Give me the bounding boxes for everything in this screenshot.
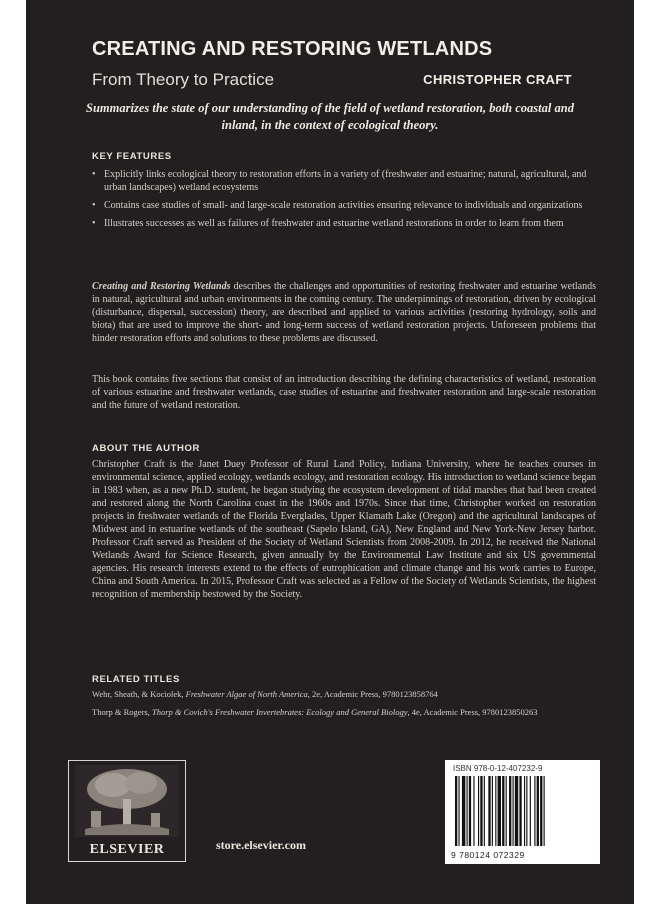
key-features-list xyxy=(92,168,600,235)
barcode-digits: 9 780124 072329 xyxy=(451,850,525,860)
barcode-bar xyxy=(495,776,496,846)
related-book-title: Freshwater Algae of North America xyxy=(185,689,308,699)
barcode-bar xyxy=(530,776,531,846)
barcode-bar xyxy=(540,776,542,846)
barcode-bar xyxy=(469,776,471,846)
barcode-bar xyxy=(473,776,474,846)
barcode-bar xyxy=(492,776,493,846)
elsevier-logo xyxy=(68,760,186,862)
barcode-bar xyxy=(544,776,545,846)
description-text: describes the challenges and opportunities of restoring freshwater and estuarine wetlands in natural, agricultural and urban environments in the coming century. The underpinnings of restoration, driven by ecological (disturbance, dispersal, succession) theory, are described and applied to various activities (restoring hydrology, soils and biota) that are used to improve the short- and long-term success of wetland restoration projects. Unforeseen problems that hinder restoration efforts and solutions to these problems are discussed. xyxy=(92,281,596,344)
barcode-bar xyxy=(537,776,539,846)
about-author-text: Christopher Craft is the Janet Duey Professor of Rural Land Policy, Indiana University, where he teaches courses in environmental science, applied ecology, wetlands ecology, and restoration ecology. His introduction to wetland science began in 1983 when, as a new Ph.D. student, he began studying the ecosystem development of tidal marshes that had been created and restored along the North Carolina coast in the 1960s and 1970s. Since that time, Christopher worked on restoration projects in freshwater wetlands of the Florida Everglades, Upper Klamath Lake (Oregon) and the agricultural landscapes of Midwest and in estuarine wetlands of the southeast (Sapelo Island, GA), New England and New York-New Jersey harbor. Professor Craft served as President of the Society of Wetland Scientists from 2008-2009. In 2012, he received the National Wetlands Award for Science Research, given annually by the Environmental Law Institute and six US governmental agencies. His research interests extend to the effects of eutrophication and climate change and his work carries to Europe, China and South America. In 2015, Professor Craft was selected as a Fellow of the Society of Wetlands Scientists, the highest recognition of membership bestowed by the Society. xyxy=(92,459,596,600)
barcode-bar xyxy=(526,776,527,846)
barcode-bar xyxy=(478,776,479,846)
related-authors: Thorp & Rogers, xyxy=(92,707,150,717)
list-item: • Explicitly links ecological theory to restoration efforts in a variety of (freshwater and estuarine; natural, agricultural, and urban landscapes) wetland ecosystems xyxy=(92,168,600,194)
barcode-bar xyxy=(509,776,511,846)
key-features-heading: KEY FEATURES xyxy=(92,151,172,162)
list-item: • Illustrates successes as well as failures of freshwater and estuarine wetland restorations in order to learn from them xyxy=(92,217,600,230)
list-item: • Contains case studies of small- and large-scale restoration activities ensuring relevance to individuals and organizations xyxy=(92,199,600,212)
barcode-bar xyxy=(484,776,485,846)
barcode-bar xyxy=(534,776,535,846)
barcode-bar xyxy=(506,776,507,846)
author-name: CHRISTOPHER CRAFT xyxy=(423,72,572,87)
about-author-heading: ABOUT THE AUTHOR xyxy=(92,443,200,454)
related-title-item xyxy=(92,689,612,700)
barcode-bar xyxy=(480,776,482,846)
related-details: , 2e, Academic Press, 9780123858764 xyxy=(307,689,438,699)
related-titles-heading: RELATED TITLES xyxy=(92,674,180,685)
barcode-bar xyxy=(455,776,457,846)
barcode-bar xyxy=(502,776,504,846)
related-authors: Wehr, Sheath, & Kociolek, xyxy=(92,689,184,699)
barcode-bar xyxy=(524,776,525,846)
barcode-bar xyxy=(462,776,465,846)
related-details: , 4e, Academic Press, 9780123850263 xyxy=(407,707,538,717)
description-book-title: Creating and Restoring Wetlands xyxy=(92,281,231,292)
store-url[interactable]: store.elsevier.com xyxy=(216,838,306,852)
book-title: CREATING AND RESTORING WETLANDS xyxy=(92,38,493,60)
description-paragraph-2: This book contains five sections that consist of an introduction describing the defining characteristics of wetland, restoration of various estuarine and freshwater wetlands, case studies of estuarine and freshwater restoration and large-scale restoration and the future of wetland restoration. xyxy=(92,374,596,411)
barcode-bar xyxy=(467,776,468,846)
tagline: Summarizes the state of our understanding of the field of wetland restoration, both coastal and inland, in the context of ecological theory. xyxy=(86,101,574,132)
book-subtitle: From Theory to Practice xyxy=(92,70,275,89)
isbn-label: ISBN 978-0-12-407232-9 xyxy=(453,764,543,773)
book-back-cover xyxy=(26,0,634,904)
barcode-bar xyxy=(515,776,518,846)
barcode-icon xyxy=(453,776,593,846)
related-book-title: Thorp & Covich's Freshwater Invertebrates: Ecology and General Biology xyxy=(151,707,408,717)
barcode-bar xyxy=(458,776,459,846)
related-title-item xyxy=(92,707,612,718)
elsevier-wordmark: ELSEVIER xyxy=(89,842,165,857)
barcode-bar xyxy=(488,776,490,846)
description-paragraph-1 xyxy=(92,280,596,345)
barcode-bar xyxy=(513,776,514,846)
barcode xyxy=(445,760,600,864)
elsevier-tree-icon xyxy=(75,765,179,837)
barcode-bar xyxy=(498,776,501,846)
barcode-bar xyxy=(519,776,521,846)
